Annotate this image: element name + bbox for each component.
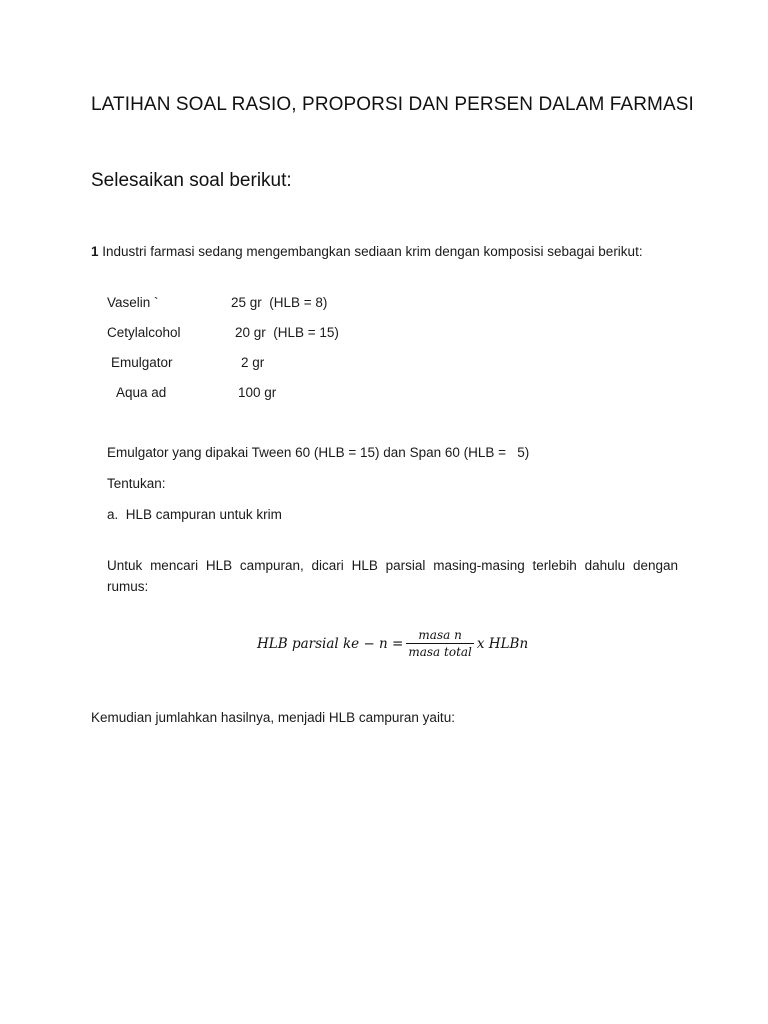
question-1 <box>91 244 643 259</box>
formula-denominator: masa total <box>408 645 472 659</box>
ingredient-name: Cetylalcohol <box>107 325 181 340</box>
question-number: 1 <box>91 244 99 259</box>
ingredient-amount: 20 gr (HLB = 15) <box>235 325 339 340</box>
ingredient-amount: 25 gr (HLB = 8) <box>231 295 328 310</box>
formula-rhs: x HLBn <box>476 635 529 652</box>
instruction-paragraph: Untuk mencari HLB campuran, dicari HLB parsial masing-masing terlebih dahulu dengan rumus: <box>107 558 678 594</box>
ingredient-amount: 100 gr <box>238 385 277 400</box>
ingredient-name: Aqua ad <box>116 385 167 400</box>
closing-text: Kemudian jumlahkan hasilnya, menjadi HLB campuran yaitu: <box>91 710 455 725</box>
document-title: LATIHAN SOAL RASIO, PROPORSI DAN PERSEN DALAM FARMASI <box>91 94 694 115</box>
ingredient-amount: 2 gr <box>241 355 265 370</box>
question-text: Industri farmasi sedang mengembangkan sediaan krim dengan komposisi sebagai berikut: <box>98 244 643 259</box>
emulgator-note: Emulgator yang dipakai Tween 60 (HLB = 15) dan Span 60 (HLB = 5) <box>107 445 530 460</box>
hlb-formula <box>257 628 528 659</box>
ingredient-name: Vaselin ` <box>107 295 159 310</box>
ingredient-name: Emulgator <box>111 355 173 370</box>
part-a: a. HLB campuran untuk krim <box>107 507 282 522</box>
tentukan-label: Tentukan: <box>107 476 166 491</box>
document-subtitle: Selesaikan soal berikut: <box>91 170 292 191</box>
formula-numerator: masa n <box>418 628 462 642</box>
formula-lhs: HLB parsial ke − n = <box>257 635 404 652</box>
formula-fraction <box>406 628 474 659</box>
